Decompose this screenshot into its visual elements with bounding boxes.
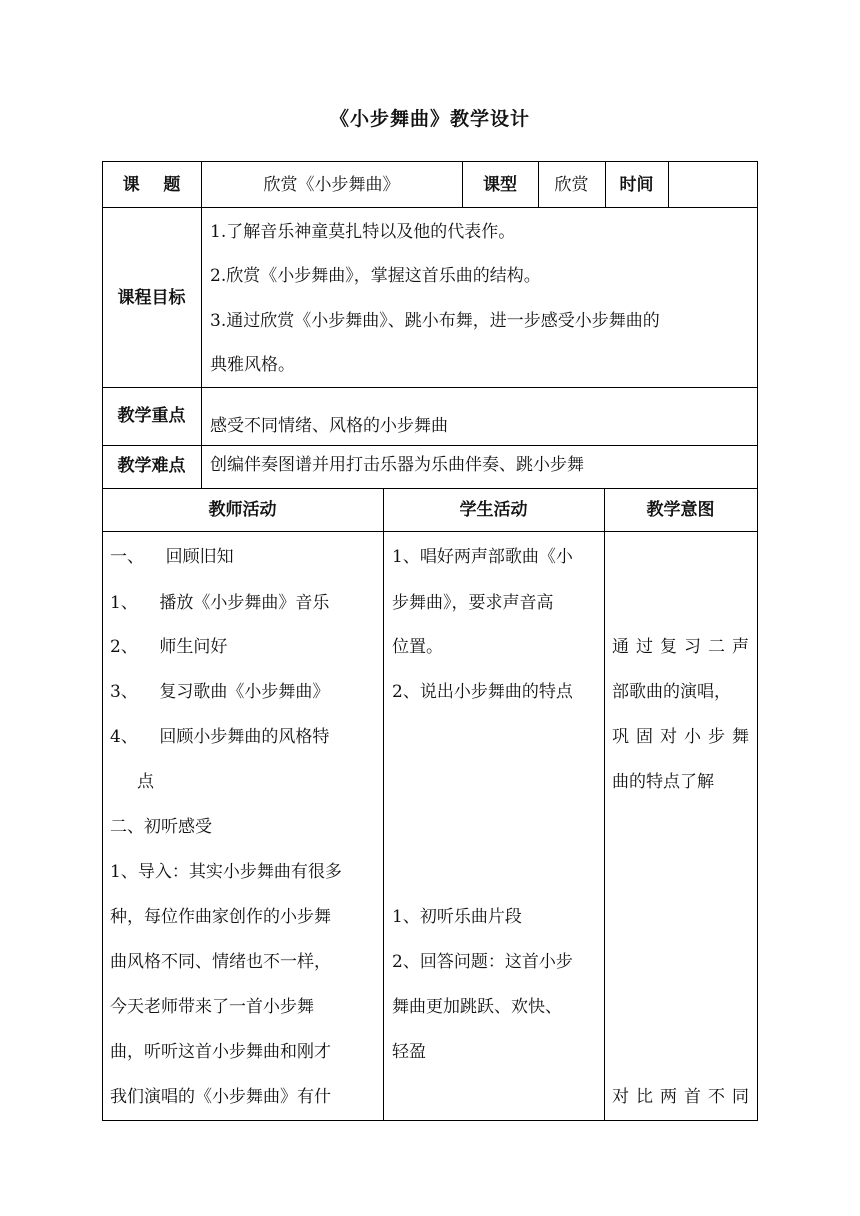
student-line: 2、说出小步舞曲的特点 [392, 682, 573, 702]
goal-line: 1.了解音乐神童莫扎特以及他的代表作。 [210, 222, 516, 242]
teacher-line: 种，每位作曲家创作的小步舞 [110, 907, 331, 927]
teacher-line: 2、 师生问好 [110, 637, 228, 657]
teacher-line: 1、导入：其实小步舞曲有很多 [110, 862, 342, 882]
column-header-student: 学生活动 [459, 500, 528, 520]
type-value: 欣赏 [554, 175, 589, 195]
intent-line: 巩固对小步舞 [612, 727, 756, 747]
student-line: 位置。 [392, 637, 443, 657]
teacher-line: 4、 回顾小步舞曲的风格特 [110, 727, 330, 747]
student-line: 1、初听乐曲片段 [392, 907, 522, 927]
column-header-teacher: 教师活动 [208, 500, 277, 520]
goal-line: 3.通过欣赏《小步舞曲》、跳小布舞，进一步感受小步舞曲的 [210, 311, 660, 331]
goals-label: 课程目标 [117, 288, 186, 308]
teacher-line: 一、 回顾旧知 [110, 547, 234, 567]
column-header-intent: 教学意图 [646, 500, 715, 520]
intent-line: 对比两首不同 [612, 1087, 756, 1107]
activity-divider-intent [604, 488, 605, 1121]
teacher-line: 1、 播放《小步舞曲》音乐 [110, 593, 330, 613]
label-column-divider [201, 161, 202, 489]
teacher-line: 二、初听感受 [110, 817, 212, 837]
teacher-line: 3、 复习歌曲《小步舞曲》 [110, 682, 330, 702]
difficulty-value: 创编伴奏图谱并用打击乐器为乐曲伴奏、跳小步舞 [210, 455, 584, 475]
intent-line: 通过复习二声 [612, 637, 756, 657]
intent-line: 曲的特点了解 [612, 772, 714, 792]
table-border-right [757, 161, 758, 1121]
topic-label: 课 题 [122, 175, 181, 195]
difficulty-label: 教学难点 [117, 456, 186, 476]
type-label: 课型 [483, 175, 517, 195]
key-point-value: 感受不同情绪、风格的小步舞曲 [210, 416, 448, 436]
student-line: 2、回答问题：这首小步 [392, 952, 573, 972]
teacher-line: 曲风格不同、情绪也不一样， [110, 952, 331, 972]
goal-line: 2.欣赏《小步舞曲》，掌握这首乐曲的结构。 [210, 266, 541, 286]
table-border-bottom [102, 1120, 758, 1121]
teacher-line: 我们演唱的《小步舞曲》有什 [110, 1087, 331, 1107]
goal-line: 典雅风格。 [210, 355, 295, 375]
intent-line: 部歌曲的演唱， [612, 682, 731, 702]
topic-value: 欣赏《小步舞曲》 [263, 175, 400, 195]
student-line: 1、唱好两声部歌曲《小 [392, 547, 573, 567]
teacher-line: 曲，听听这首小步舞曲和刚才 [110, 1042, 331, 1062]
student-line: 步舞曲》，要求声音高 [392, 593, 554, 613]
row-divider-body [102, 531, 758, 532]
student-line: 舞曲更加跳跃、欢快、 [392, 997, 562, 1017]
key-point-label: 教学重点 [117, 406, 186, 426]
header-divider-time-value [668, 161, 669, 208]
document-title: 《小步舞曲》教学设计 [329, 108, 530, 130]
student-line: 轻盈 [392, 1042, 426, 1062]
activity-divider-student [383, 488, 384, 1121]
teacher-line: 今天老师带来了一首小步舞 [110, 997, 314, 1017]
time-label: 时间 [619, 175, 654, 195]
teacher-line: 点 [137, 772, 154, 792]
